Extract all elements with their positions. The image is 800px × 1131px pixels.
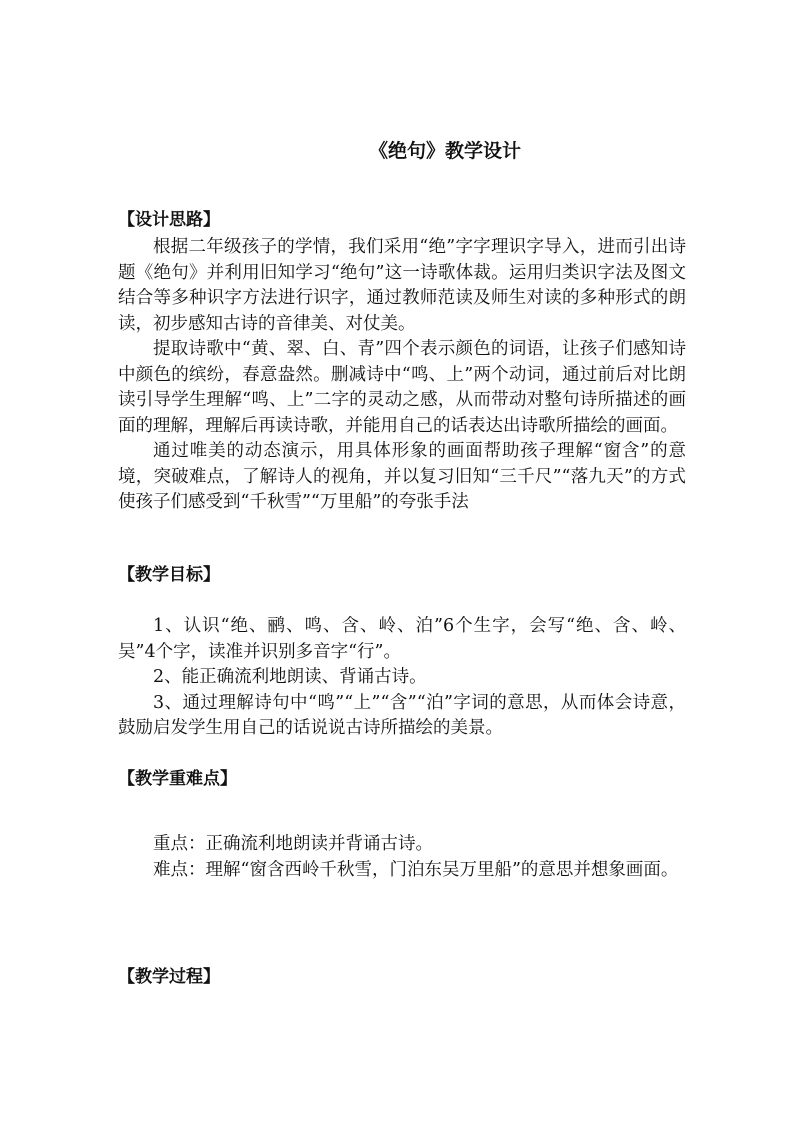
- section-heading-key-points: 【教学重难点】: [118, 769, 237, 789]
- goal-item-1: 1、认识“绝、鹂、鸣、含、岭、泊”6个生字，会写“绝、含、岭、吴”4个字，读准并识别多音字“行”。: [118, 616, 686, 662]
- goals-body: [118, 614, 686, 742]
- goal-item-2: 2、能正确流利地朗读、背诵古诗。: [153, 667, 427, 687]
- design-paragraph-1: 根据二年级孩子的学情，我们采用“绝”字字理识字导入，进而引出诗题《绝句》并利用旧知学习“绝句”这一诗歌体裁。运用归类识字法及图文结合等多种识字方法进行识字，通过教师范读及师生对读的多种形式的朗读，初步感知古诗的音律美、对仗美。: [118, 237, 686, 334]
- key-point-focus: 重点：正确流利地朗读并背诵古诗。: [153, 834, 433, 854]
- design-body: [118, 235, 686, 516]
- design-paragraph-3: 通过唯美的动态演示，用具体形象的画面帮助孩子理解“窗含”的意境，突破难点，了解诗人的视角，并以复习旧知“三千尺”“落九天”的方式使孩子们感受到“千秋雪”“万里船”的夸张手法: [118, 441, 686, 512]
- section-heading-goals: 【教学目标】: [118, 565, 220, 585]
- section-heading-design: 【设计思路】: [118, 210, 220, 230]
- key-point-difficulty: 难点：理解“窗含西岭千秋雪，门泊东吴万里船”的意思并想象画面。: [153, 859, 679, 880]
- page-title: 《绝句》教学设计: [368, 140, 521, 162]
- goal-item-3: 3、通过理解诗句中“鸣”“上”“含”“泊”字词的意思，从而体会诗意，鼓励启发学生用自己的话说说古诗所描绘的美景。: [118, 692, 686, 738]
- key-points-body: [118, 832, 686, 883]
- design-paragraph-2: 提取诗歌中“黄、翠、白、青”四个表示颜色的词语，让孩子们感知诗中颜色的缤纷，春意盎然。删减诗中“鸣、上”两个动词，通过前后对比朗读引导学生理解“鸣、上”二字的灵动之感，从而带动对整句诗所描述的画面的理解，理解后再读诗歌，并能用自己的话表达出诗歌所描绘的画面。: [118, 339, 686, 436]
- section-heading-process: 【教学过程】: [118, 967, 220, 987]
